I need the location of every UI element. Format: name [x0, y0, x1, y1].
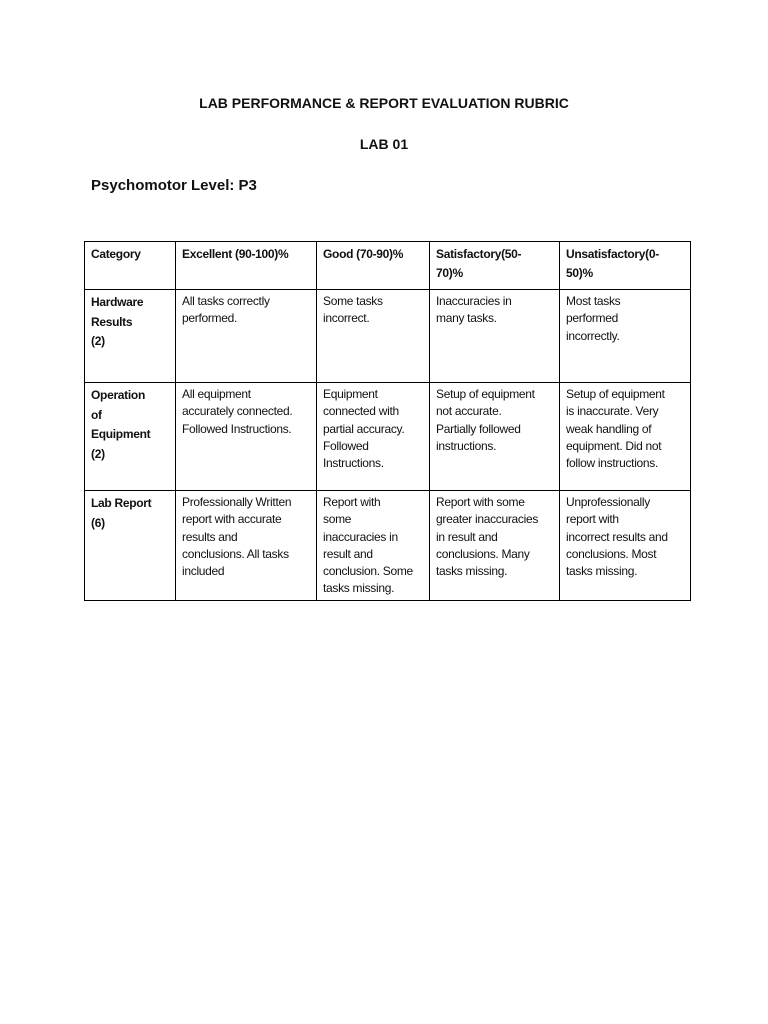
table-cell: All equipment accurately connected. Followed Instructions.: [176, 383, 317, 491]
table-row: [85, 290, 691, 383]
table-cell: Unprofessionally report with incorrect results and conclusions. Most tasks missing.: [560, 491, 691, 601]
table-row: [85, 383, 691, 491]
table-cell: All tasks correctly performed.: [176, 290, 317, 383]
table-cell: Report with some greater inaccuracies in result and conclusions. Many tasks missing.: [430, 491, 560, 601]
header-satisfactory: Satisfactory(50- 70)%: [430, 242, 560, 290]
document-title: LAB PERFORMANCE & REPORT EVALUATION RUBRIC: [199, 95, 569, 111]
header-unsatisfactory: Unsatisfactory(0- 50)%: [560, 242, 691, 290]
table-cell: Setup of equipment not accurate. Partially followed instructions.: [430, 383, 560, 491]
table-cell: Setup of equipment is inaccurate. Very weak handling of equipment. Did not follow instructions.: [560, 383, 691, 491]
header-category: Category: [85, 242, 176, 290]
table-cell: Some tasks incorrect.: [317, 290, 430, 383]
table-cell: Equipment connected with partial accuracy. Followed Instructions.: [317, 383, 430, 491]
lab-number: LAB 01: [359, 136, 409, 152]
row-category: Lab Report (6): [85, 491, 176, 601]
header-excellent: Excellent (90-100)%: [176, 242, 317, 290]
table-cell: Most tasks performed incorrectly.: [560, 290, 691, 383]
table-row: [85, 491, 691, 601]
row-category: Hardware Results (2): [85, 290, 176, 383]
table-cell: Professionally Written report with accurate results and conclusions. All tasks included: [176, 491, 317, 601]
row-category: Operation of Equipment (2): [85, 383, 176, 491]
table-header-row: [85, 242, 691, 290]
header-good: Good (70-90)%: [317, 242, 430, 290]
psychomotor-level: Psychomotor Level: P3: [91, 177, 257, 194]
table-cell: Report with some inaccuracies in result and conclusion. Some tasks missing.: [317, 491, 430, 601]
table-cell: Inaccuracies in many tasks.: [430, 290, 560, 383]
rubric-table: [84, 241, 691, 601]
